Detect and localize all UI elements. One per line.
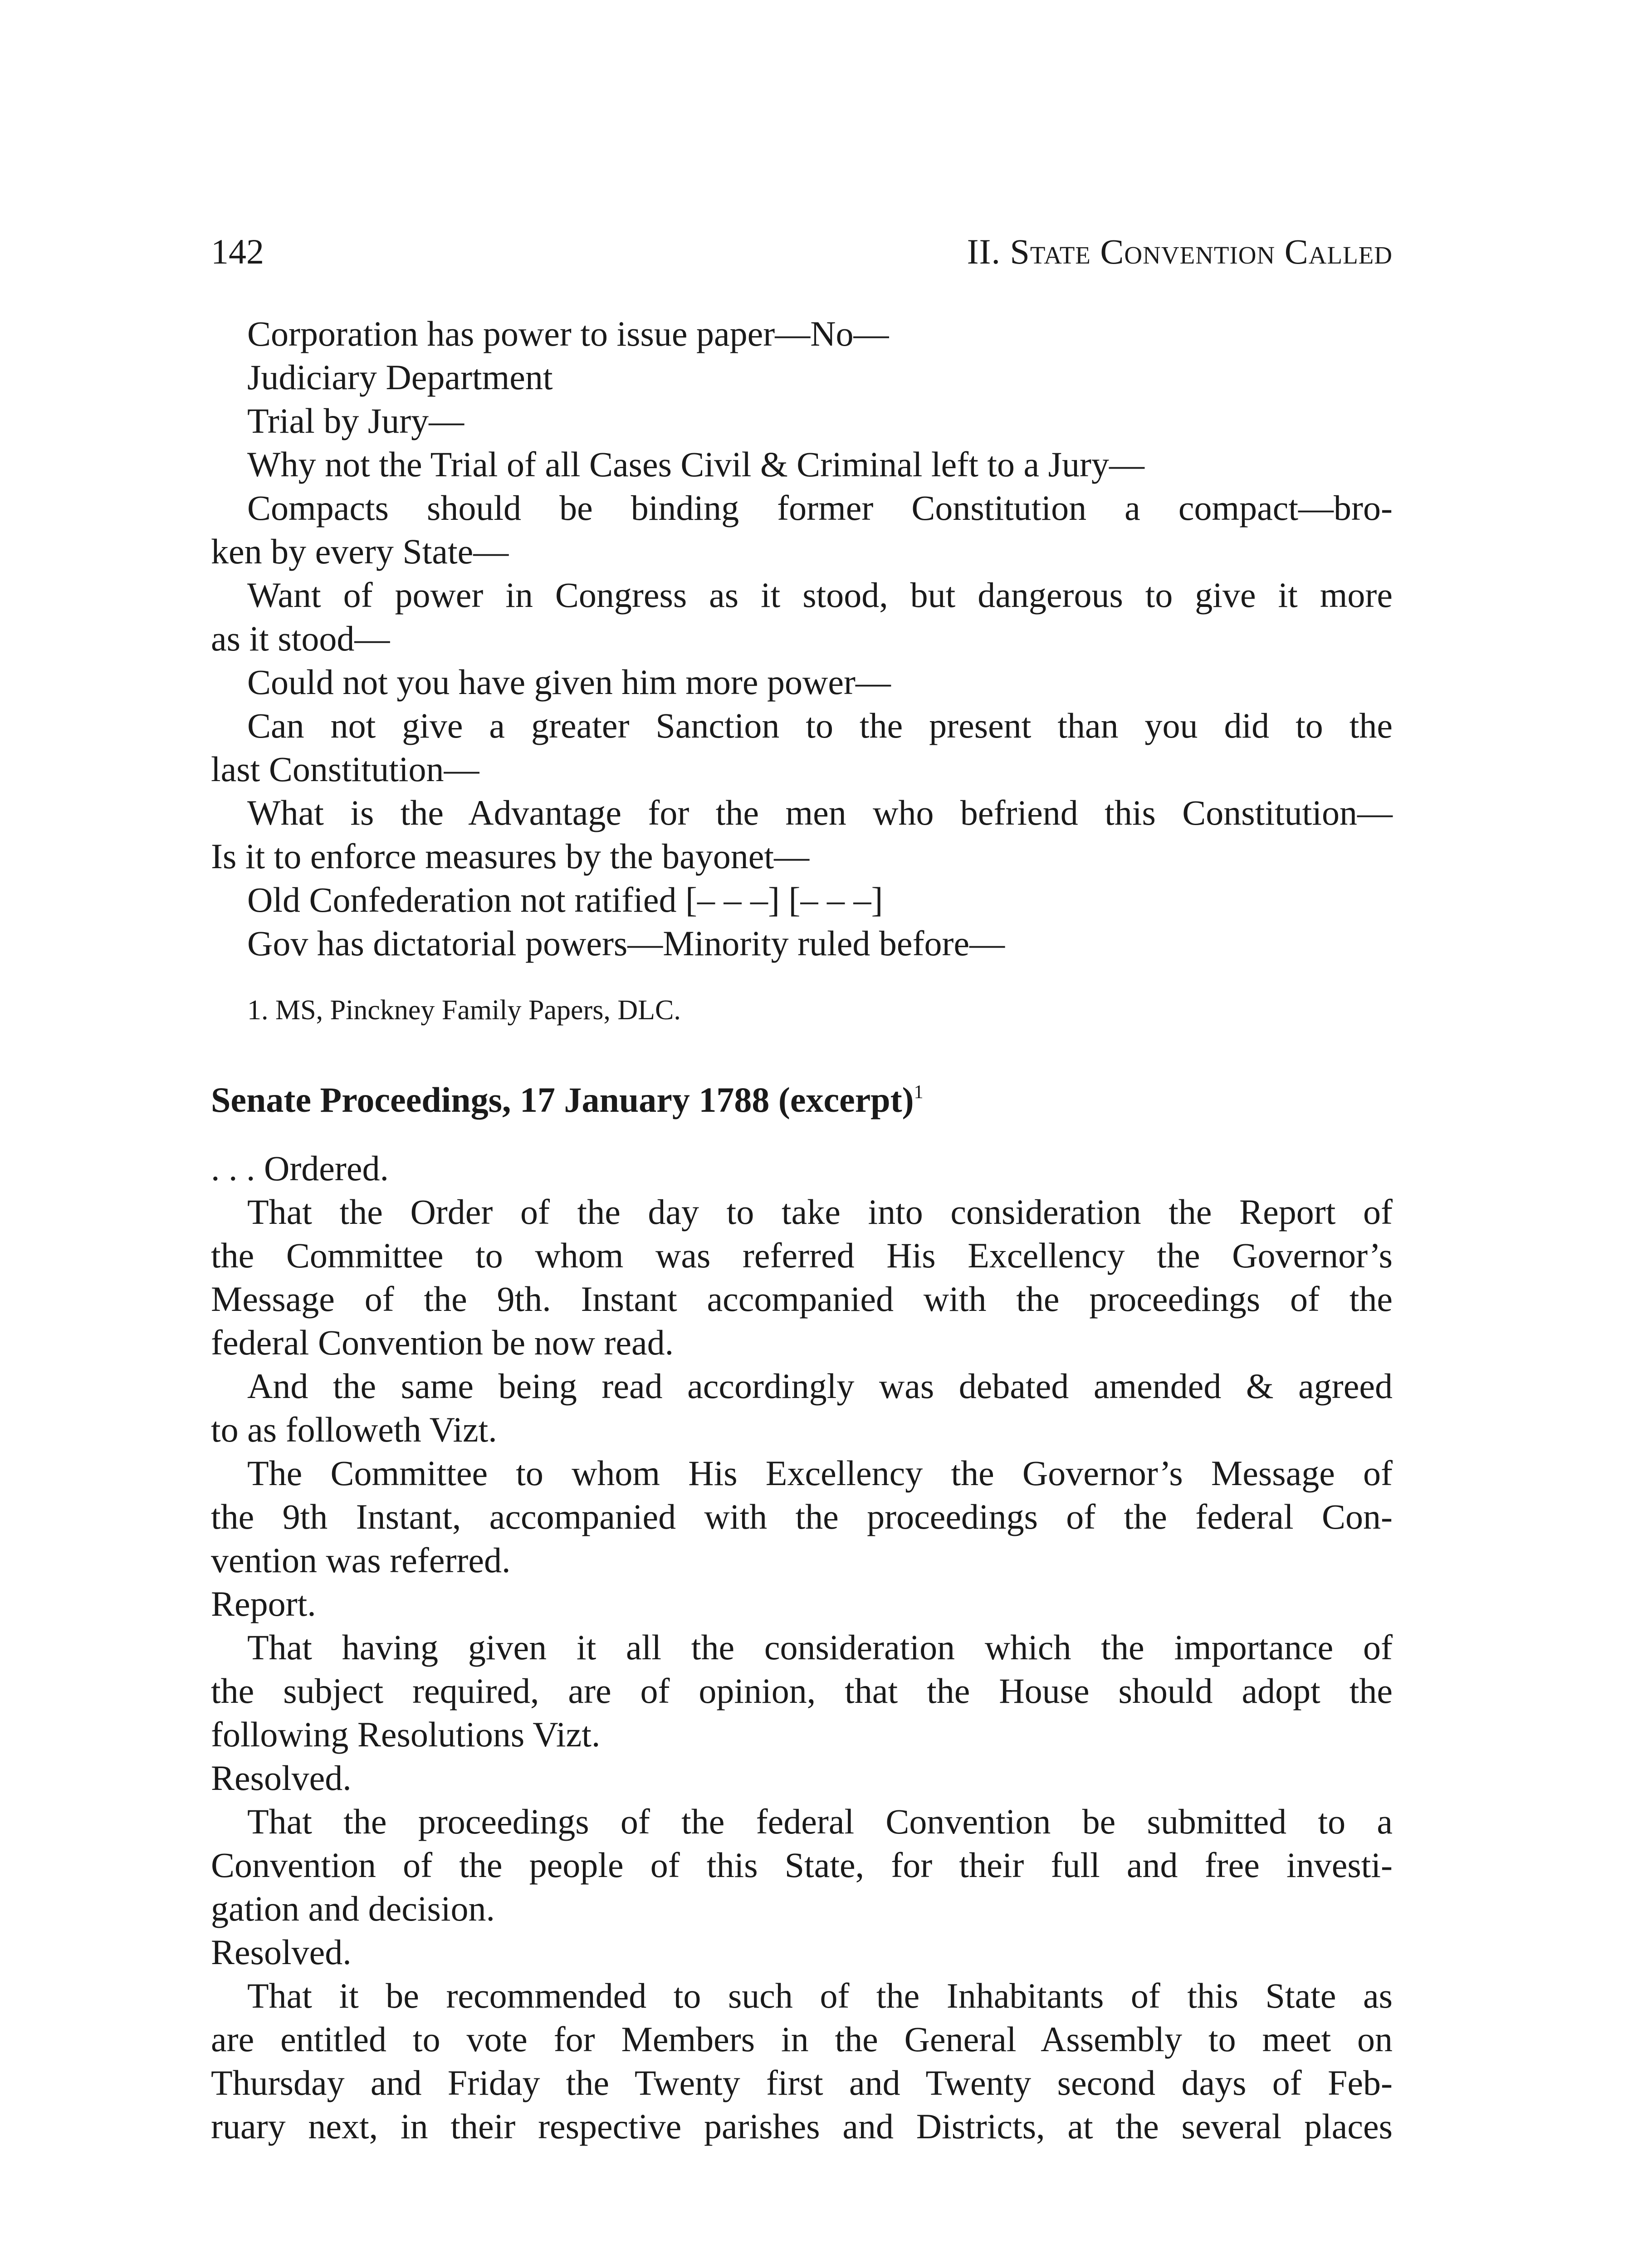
body-line: are entitled to vote for Members in the General Assembly to meet on — [211, 2019, 1393, 2059]
notes-line: Want of power in Congress as it stood, but dangerous to give it more — [247, 575, 1393, 615]
notes-line: Is it to enforce measures by the bayonet— — [211, 836, 810, 876]
notes-line: ken by every State— — [211, 532, 509, 571]
body-line: Resolved. — [211, 1932, 352, 1972]
notes-line: as it stood— — [211, 619, 390, 658]
body-line: following Resolutions Vizt. — [211, 1715, 601, 1754]
body-line: That it be recommended to such of the Inhabitants of this State as — [247, 1976, 1393, 2015]
heading-footnote-marker: 1 — [914, 1082, 924, 1103]
body-line: the Committee to whom was referred His Excellency the Governor’s — [211, 1236, 1393, 1275]
body-line: federal Convention be now read. — [211, 1323, 674, 1362]
page-number: 142 — [211, 232, 264, 271]
body-line: Convention of the people of this State, for their full and free investi- — [211, 1845, 1393, 1885]
body-line: And the same being read accordingly was debated amended & agreed — [247, 1366, 1393, 1406]
notes-line: Could not you have given him more power— — [247, 662, 891, 702]
body-line: to as followeth Vizt. — [211, 1410, 497, 1449]
body-line: The Committee to whom His Excellency the Governor’s Message of — [247, 1453, 1393, 1493]
notes-line: Why not the Trial of all Cases Civil & Criminal left to a Jury— — [247, 445, 1144, 484]
body-line: Thursday and Friday the Twenty first and Twenty second days of Feb- — [211, 2063, 1393, 2102]
body-line: ruary next, in their respective parishes and Districts, at the several places — [211, 2107, 1393, 2146]
proceedings-text-block — [211, 1147, 1393, 2148]
body-line: That the proceedings of the federal Convention be submitted to a — [247, 1802, 1393, 1841]
body-line: vention was referred. — [211, 1540, 511, 1580]
notes-line: What is the Advantage for the men who befriend this Constitution— — [247, 793, 1393, 832]
body-line: Resolved. — [211, 1758, 352, 1798]
body-line: gation and decision. — [211, 1889, 495, 1928]
footnote: 1. MS, Pinckney Family Papers, DLC. — [247, 995, 681, 1026]
body-line: . . . Ordered. — [211, 1149, 389, 1188]
notes-line: Gov has dictatorial powers—Minority ruled before— — [247, 924, 1005, 963]
running-title: II. State Convention Called — [967, 232, 1393, 271]
running-head — [211, 227, 1393, 277]
notes-line: Corporation has power to issue paper—No— — [247, 314, 889, 353]
notes-line: Compacts should be binding former Constitution a compact—bro- — [247, 488, 1393, 528]
section-heading-text: Senate Proceedings, 17 January 1788 (excerpt) — [211, 1080, 914, 1119]
body-line: the 9th Instant, accompanied with the proceedings of the federal Con- — [211, 1497, 1393, 1536]
notes-text-block — [211, 312, 1393, 965]
notes-line: Old Confederation not ratified [– – –] [– – –] — [247, 880, 883, 919]
notes-line: last Constitution— — [211, 749, 479, 789]
body-line: That the Order of the day to take into consideration the Report of — [247, 1192, 1393, 1232]
section-heading — [211, 1075, 924, 1125]
notes-line: Trial by Jury— — [247, 401, 464, 440]
body-line: Message of the 9th. Instant accompanied with the proceedings of the — [211, 1279, 1393, 1319]
body-line: the subject required, are of opinion, that the House should adopt the — [211, 1671, 1393, 1711]
notes-line: Judiciary Department — [247, 357, 553, 397]
body-line: Report. — [211, 1584, 316, 1623]
body-line: That having given it all the consideration which the importance of — [247, 1628, 1393, 1667]
notes-line: Can not give a greater Sanction to the present than you did to the — [247, 706, 1393, 745]
